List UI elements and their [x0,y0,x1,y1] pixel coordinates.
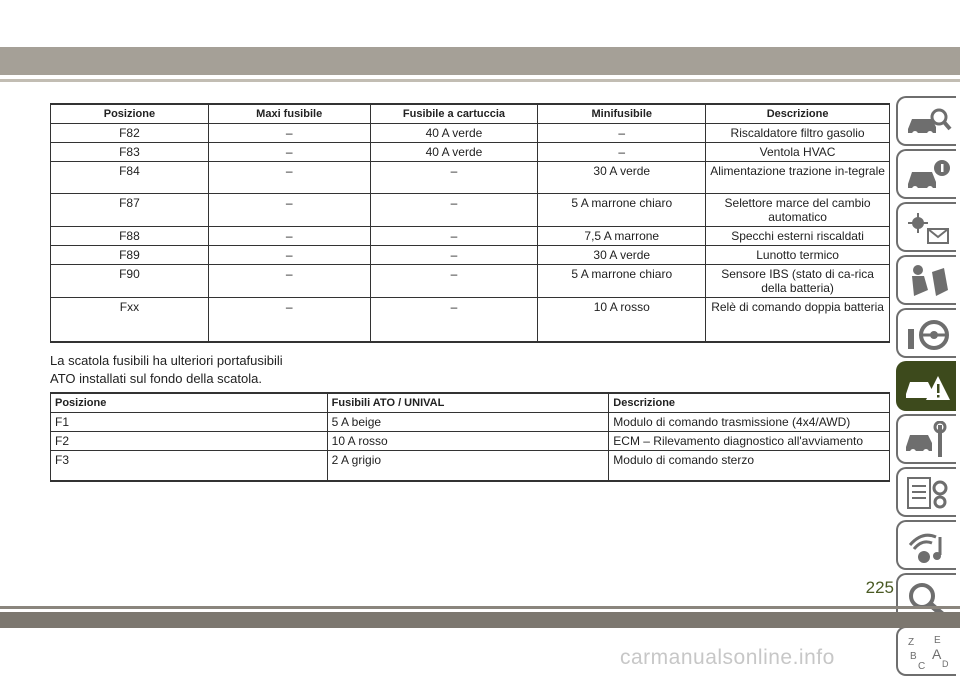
svg-text:D: D [942,659,949,669]
cell-position: F84 [51,162,209,194]
cell-maxi: – [208,298,370,342]
car-warning-icon [904,368,952,408]
table-row [51,298,890,342]
cell-description: Riscaldatore filtro gasolio [706,124,890,143]
steering-wheel-icon [904,315,952,355]
fuse-table [50,103,890,343]
paragraph-line: La scatola fusibili ha ulteriori portafusibili [50,353,283,368]
cell-fuse: 2 A grigio [327,451,609,481]
cell-cartridge: – [370,298,538,342]
header-position: Posizione [51,393,328,413]
cell-fuse: 10 A rosso [327,432,609,451]
cell-cartridge: 40 A verde [370,143,538,162]
cell-description: Relè di comando doppia batteria [706,298,890,342]
cell-maxi: – [208,246,370,265]
svg-text:A: A [932,646,942,662]
tab-settings-list[interactable] [896,467,956,517]
table-row [51,162,890,194]
header-description: Descrizione [609,393,890,413]
cell-position: Fxx [51,298,209,342]
body-paragraph [50,352,350,388]
header-bar [0,47,960,75]
car-info-icon [904,156,952,196]
cell-description: Modulo di comando sterzo [609,451,890,481]
header-position: Posizione [51,104,209,124]
header-divider [0,79,960,82]
cell-description: Lunotto termico [706,246,890,265]
cell-description: Sensore IBS (stato di ca-rica della batteria) [706,265,890,298]
cell-description: Ventola HVAC [706,143,890,162]
tab-car-wrench[interactable] [896,414,956,464]
cell-position: F2 [51,432,328,451]
footer-divider [0,606,960,609]
svg-text:Z: Z [908,637,915,648]
ato-fuse-table [50,392,890,482]
table-row [51,265,890,298]
paragraph-line: ATO installati sul fondo della scatola. [50,371,262,386]
cell-maxi: – [208,162,370,194]
cell-cartridge: – [370,246,538,265]
cell-position: F83 [51,143,209,162]
header-description: Descrizione [706,104,890,124]
cell-position: F88 [51,227,209,246]
tab-car-info[interactable] [896,149,956,199]
tab-multimedia[interactable] [896,520,956,570]
cell-position: F82 [51,124,209,143]
header-ato-fuses: Fusibili ATO / UNIVAL [327,393,609,413]
header-mini-fuse: Minifusibile [538,104,706,124]
cell-mini: 30 A verde [538,162,706,194]
svg-text:E: E [934,635,941,646]
tab-dashboard-lights[interactable] [896,202,956,252]
airbag-seat-icon [904,262,952,302]
cell-cartridge: – [370,265,538,298]
cell-maxi: – [208,124,370,143]
cell-description: Specchi esterni riscaldati [706,227,890,246]
table-row [51,451,890,481]
cell-mini: 30 A verde [538,246,706,265]
watermark: carmanualsonline.info [620,646,835,669]
cell-cartridge: – [370,227,538,246]
svg-text:B: B [910,651,917,662]
cell-maxi: – [208,265,370,298]
cell-description: ECM – Rilevamento diagnostico all'avviamento [609,432,890,451]
tab-airbag-seat[interactable] [896,255,956,305]
cell-description: Modulo di comando trasmissione (4x4/AWD) [609,413,890,432]
svg-text:C: C [918,661,926,672]
tab-alphabet-index[interactable] [896,626,956,676]
table-header-row [51,393,890,413]
cell-position: F89 [51,246,209,265]
table-row [51,124,890,143]
cell-position: F90 [51,265,209,298]
dashboard-lights-icon [904,209,952,249]
table-row [51,227,890,246]
cell-position: F87 [51,194,209,227]
header-maxi-fuse: Maxi fusibile [208,104,370,124]
tab-steering-wheel[interactable] [896,308,956,358]
tab-car-search[interactable] [896,96,956,146]
cell-description: Selettore marce del cambio automatico [706,194,890,227]
table-row [51,246,890,265]
cell-fuse: 5 A beige [327,413,609,432]
car-search-icon [904,103,952,143]
cell-mini: – [538,124,706,143]
cell-mini: 5 A marrone chiaro [538,194,706,227]
table-row [51,432,890,451]
multimedia-icon [904,527,952,567]
cell-position: F1 [51,413,328,432]
cell-mini: 10 A rosso [538,298,706,342]
table-row [51,143,890,162]
cell-maxi: – [208,194,370,227]
tab-car-warning[interactable] [896,361,956,411]
cell-description: Alimentazione trazione in-tegrale [706,162,890,194]
alphabet-index-icon [904,633,952,673]
header-cartridge-fuse: Fusibile a cartuccia [370,104,538,124]
cell-cartridge: – [370,162,538,194]
table-row [51,194,890,227]
page-number: 225 [865,578,894,597]
car-wrench-icon [904,421,952,461]
footer-bar [0,612,960,628]
cell-mini: 5 A marrone chiaro [538,265,706,298]
cell-mini: 7,5 A marrone [538,227,706,246]
cell-cartridge: – [370,194,538,227]
cell-position: F3 [51,451,328,481]
table-row [51,413,890,432]
cell-maxi: – [208,143,370,162]
table-header-row [51,104,890,124]
settings-list-icon [904,474,952,514]
cell-mini: – [538,143,706,162]
cell-maxi: – [208,227,370,246]
cell-cartridge: 40 A verde [370,124,538,143]
